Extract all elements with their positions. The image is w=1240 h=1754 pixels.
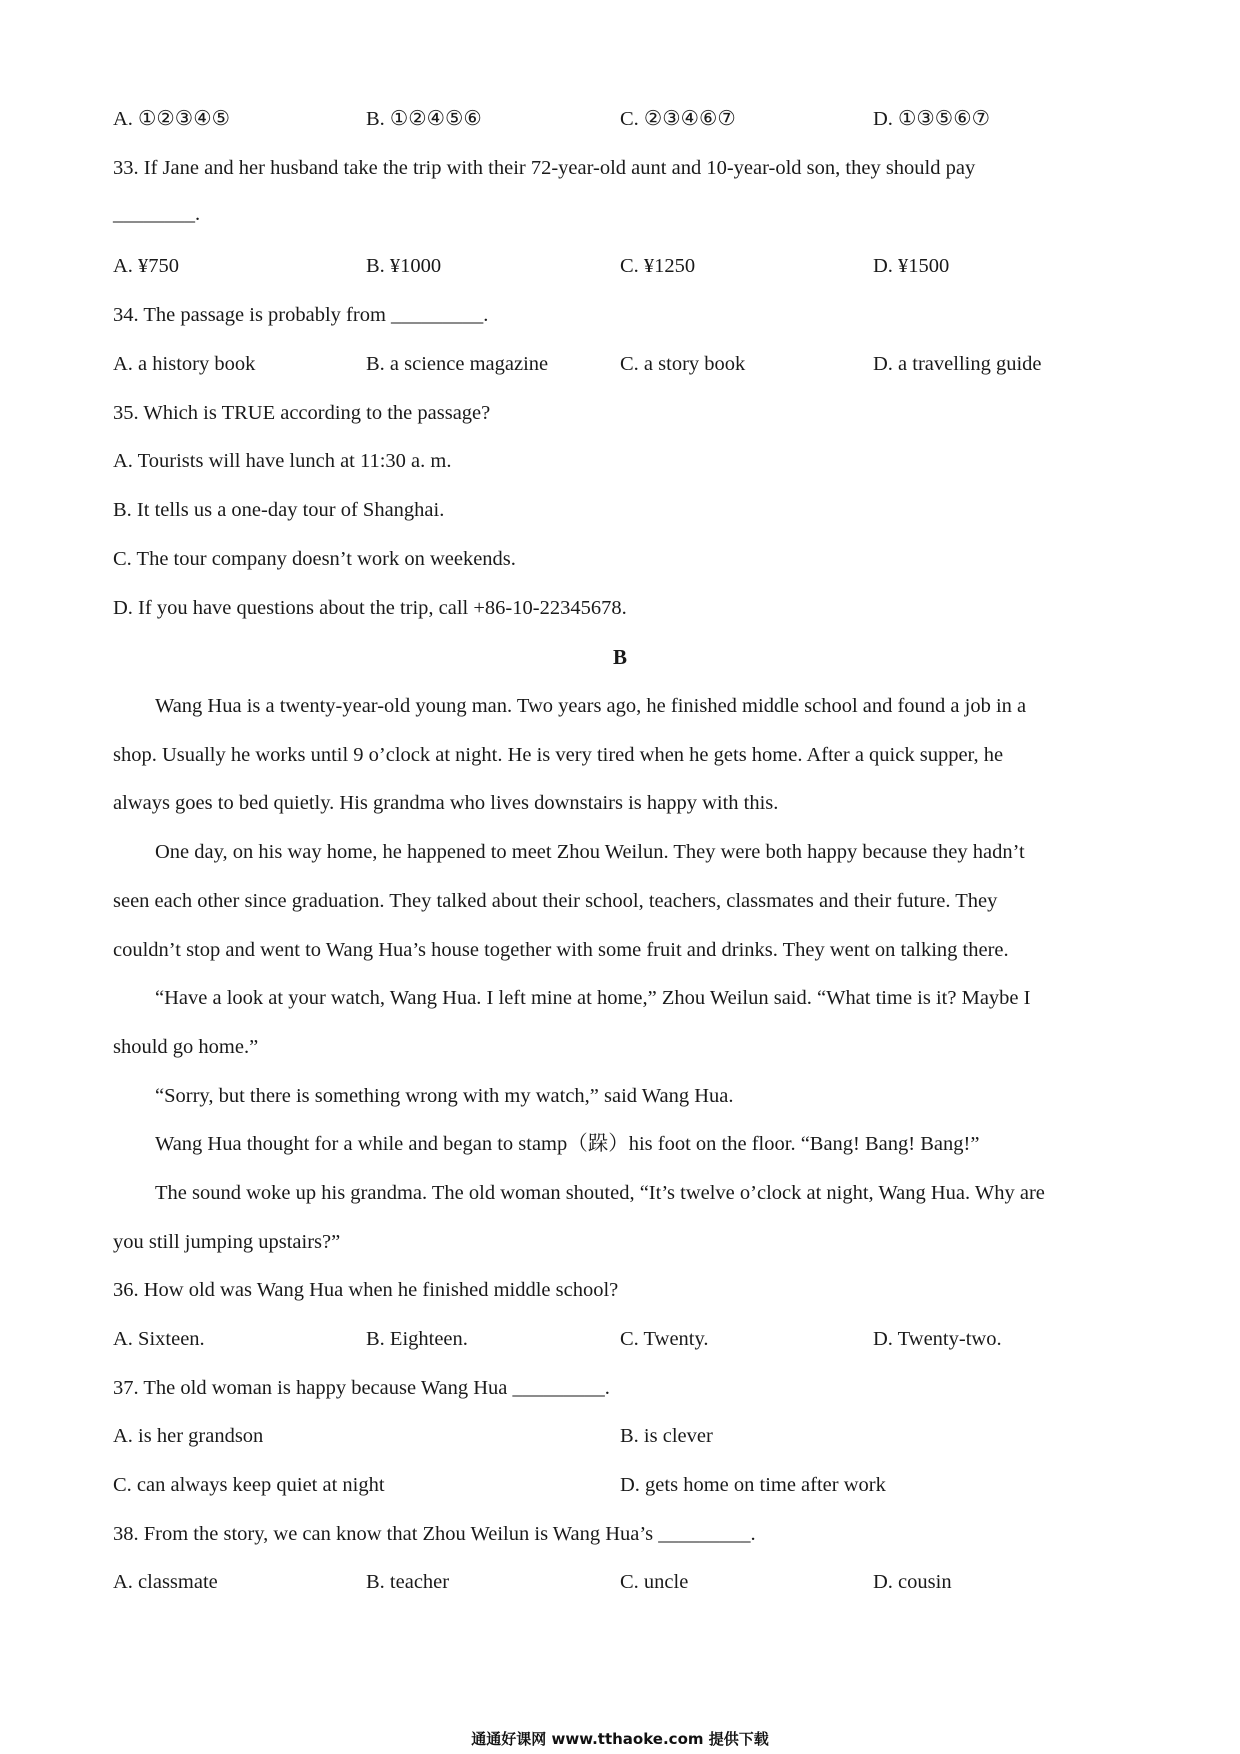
q36-option-a: A. Sixteen. <box>113 1328 205 1350</box>
q33-option-b: B. ¥1000 <box>366 255 442 277</box>
q37-option-d: D. gets home on time after work <box>620 1474 886 1496</box>
passage-b-line: shop. Usually he works until 9 o’clock at night. He is very tired when he gets home. After a quick supper, he <box>113 744 1004 766</box>
q38-stem: 38. From the story, we can know that Zhou Weilun is Wang Hua’s _________. <box>113 1523 756 1545</box>
q34-stem: 34. The passage is probably from _________. <box>113 304 489 326</box>
passage-b-line: Wang Hua thought for a while and began to stamp（跺）his foot on the floor. “Bang! Bang! Bang!” <box>155 1133 980 1155</box>
passage-b-line: always goes to bed quietly. His grandma who lives downstairs is happy with this. <box>113 792 779 814</box>
passage-b-line: “Sorry, but there is something wrong with my watch,” said Wang Hua. <box>155 1085 734 1107</box>
q34-option-c: C. a story book <box>620 353 746 375</box>
q35-option-c: C. The tour company doesn’t work on weekends. <box>113 548 516 570</box>
passage-b-line: Wang Hua is a twenty-year-old young man. Two years ago, he finished middle school and found a job in a <box>155 695 1027 717</box>
q35-stem: 35. Which is TRUE according to the passage? <box>113 402 491 424</box>
q38-option-a: A. classmate <box>113 1571 218 1593</box>
q32-option-d: D. ①③⑤⑥⑦ <box>873 108 990 130</box>
q35-option-a: A. Tourists will have lunch at 11:30 a. m. <box>113 450 452 472</box>
passage-b-line: seen each other since graduation. They talked about their school, teachers, classmates and their future. They <box>113 890 998 912</box>
q37-stem: 37. The old woman is happy because Wang Hua _________. <box>113 1377 610 1399</box>
q32-option-c: C. ②③④⑥⑦ <box>620 108 736 130</box>
q38-option-d: D. cousin <box>873 1571 952 1593</box>
q33-stem-blank: ________. <box>113 203 201 225</box>
q34-option-a: A. a history book <box>113 353 256 375</box>
q33-option-c: C. ¥1250 <box>620 255 696 277</box>
q35-option-d: D. If you have questions about the trip, call +86-10-22345678. <box>113 597 627 619</box>
q32-option-b: B. ①②④⑤⑥ <box>366 108 482 130</box>
passage-b-line: should go home.” <box>113 1036 259 1058</box>
q34-option-d: D. a travelling guide <box>873 353 1042 375</box>
q37-option-b: B. is clever <box>620 1425 713 1447</box>
page-footer-watermark: 通通好课网 www.tthaoke.com 提供下载 <box>471 1730 769 1748</box>
q36-option-d: D. Twenty-two. <box>873 1328 1002 1350</box>
q38-option-c: C. uncle <box>620 1571 689 1593</box>
passage-b-line: “Have a look at your watch, Wang Hua. I left mine at home,” Zhou Weilun said. “What time is it? Maybe I <box>155 987 1031 1009</box>
q37-option-c: C. can always keep quiet at night <box>113 1474 385 1496</box>
passage-b-line: you still jumping upstairs?” <box>113 1231 341 1253</box>
q32-option-a: A. ①②③④⑤ <box>113 108 230 130</box>
q36-stem: 36. How old was Wang Hua when he finished middle school? <box>113 1279 619 1301</box>
section-b-title: B <box>612 645 627 669</box>
q38-option-b: B. teacher <box>366 1571 450 1593</box>
q36-option-b: B. Eighteen. <box>366 1328 468 1350</box>
q35-option-b: B. It tells us a one-day tour of Shanghai. <box>113 499 445 521</box>
passage-b-line: One day, on his way home, he happened to meet Zhou Weilun. They were both happy because they hadn’t <box>155 841 1025 863</box>
q33-option-d: D. ¥1500 <box>873 255 950 277</box>
q37-option-a: A. is her grandson <box>113 1425 264 1447</box>
q36-option-c: C. Twenty. <box>620 1328 709 1350</box>
q33-stem: 33. If Jane and her husband take the trip with their 72-year-old aunt and 10-year-old son, they should pay <box>113 157 976 179</box>
passage-b-line: couldn’t stop and went to Wang Hua’s house together with some fruit and drinks. They went on talking there. <box>113 939 1009 961</box>
q34-option-b: B. a science magazine <box>366 353 549 375</box>
q33-option-a: A. ¥750 <box>113 255 180 277</box>
passage-b-line: The sound woke up his grandma. The old woman shouted, “It’s twelve o’clock at night, Wang Hua. Why are <box>155 1182 1045 1204</box>
